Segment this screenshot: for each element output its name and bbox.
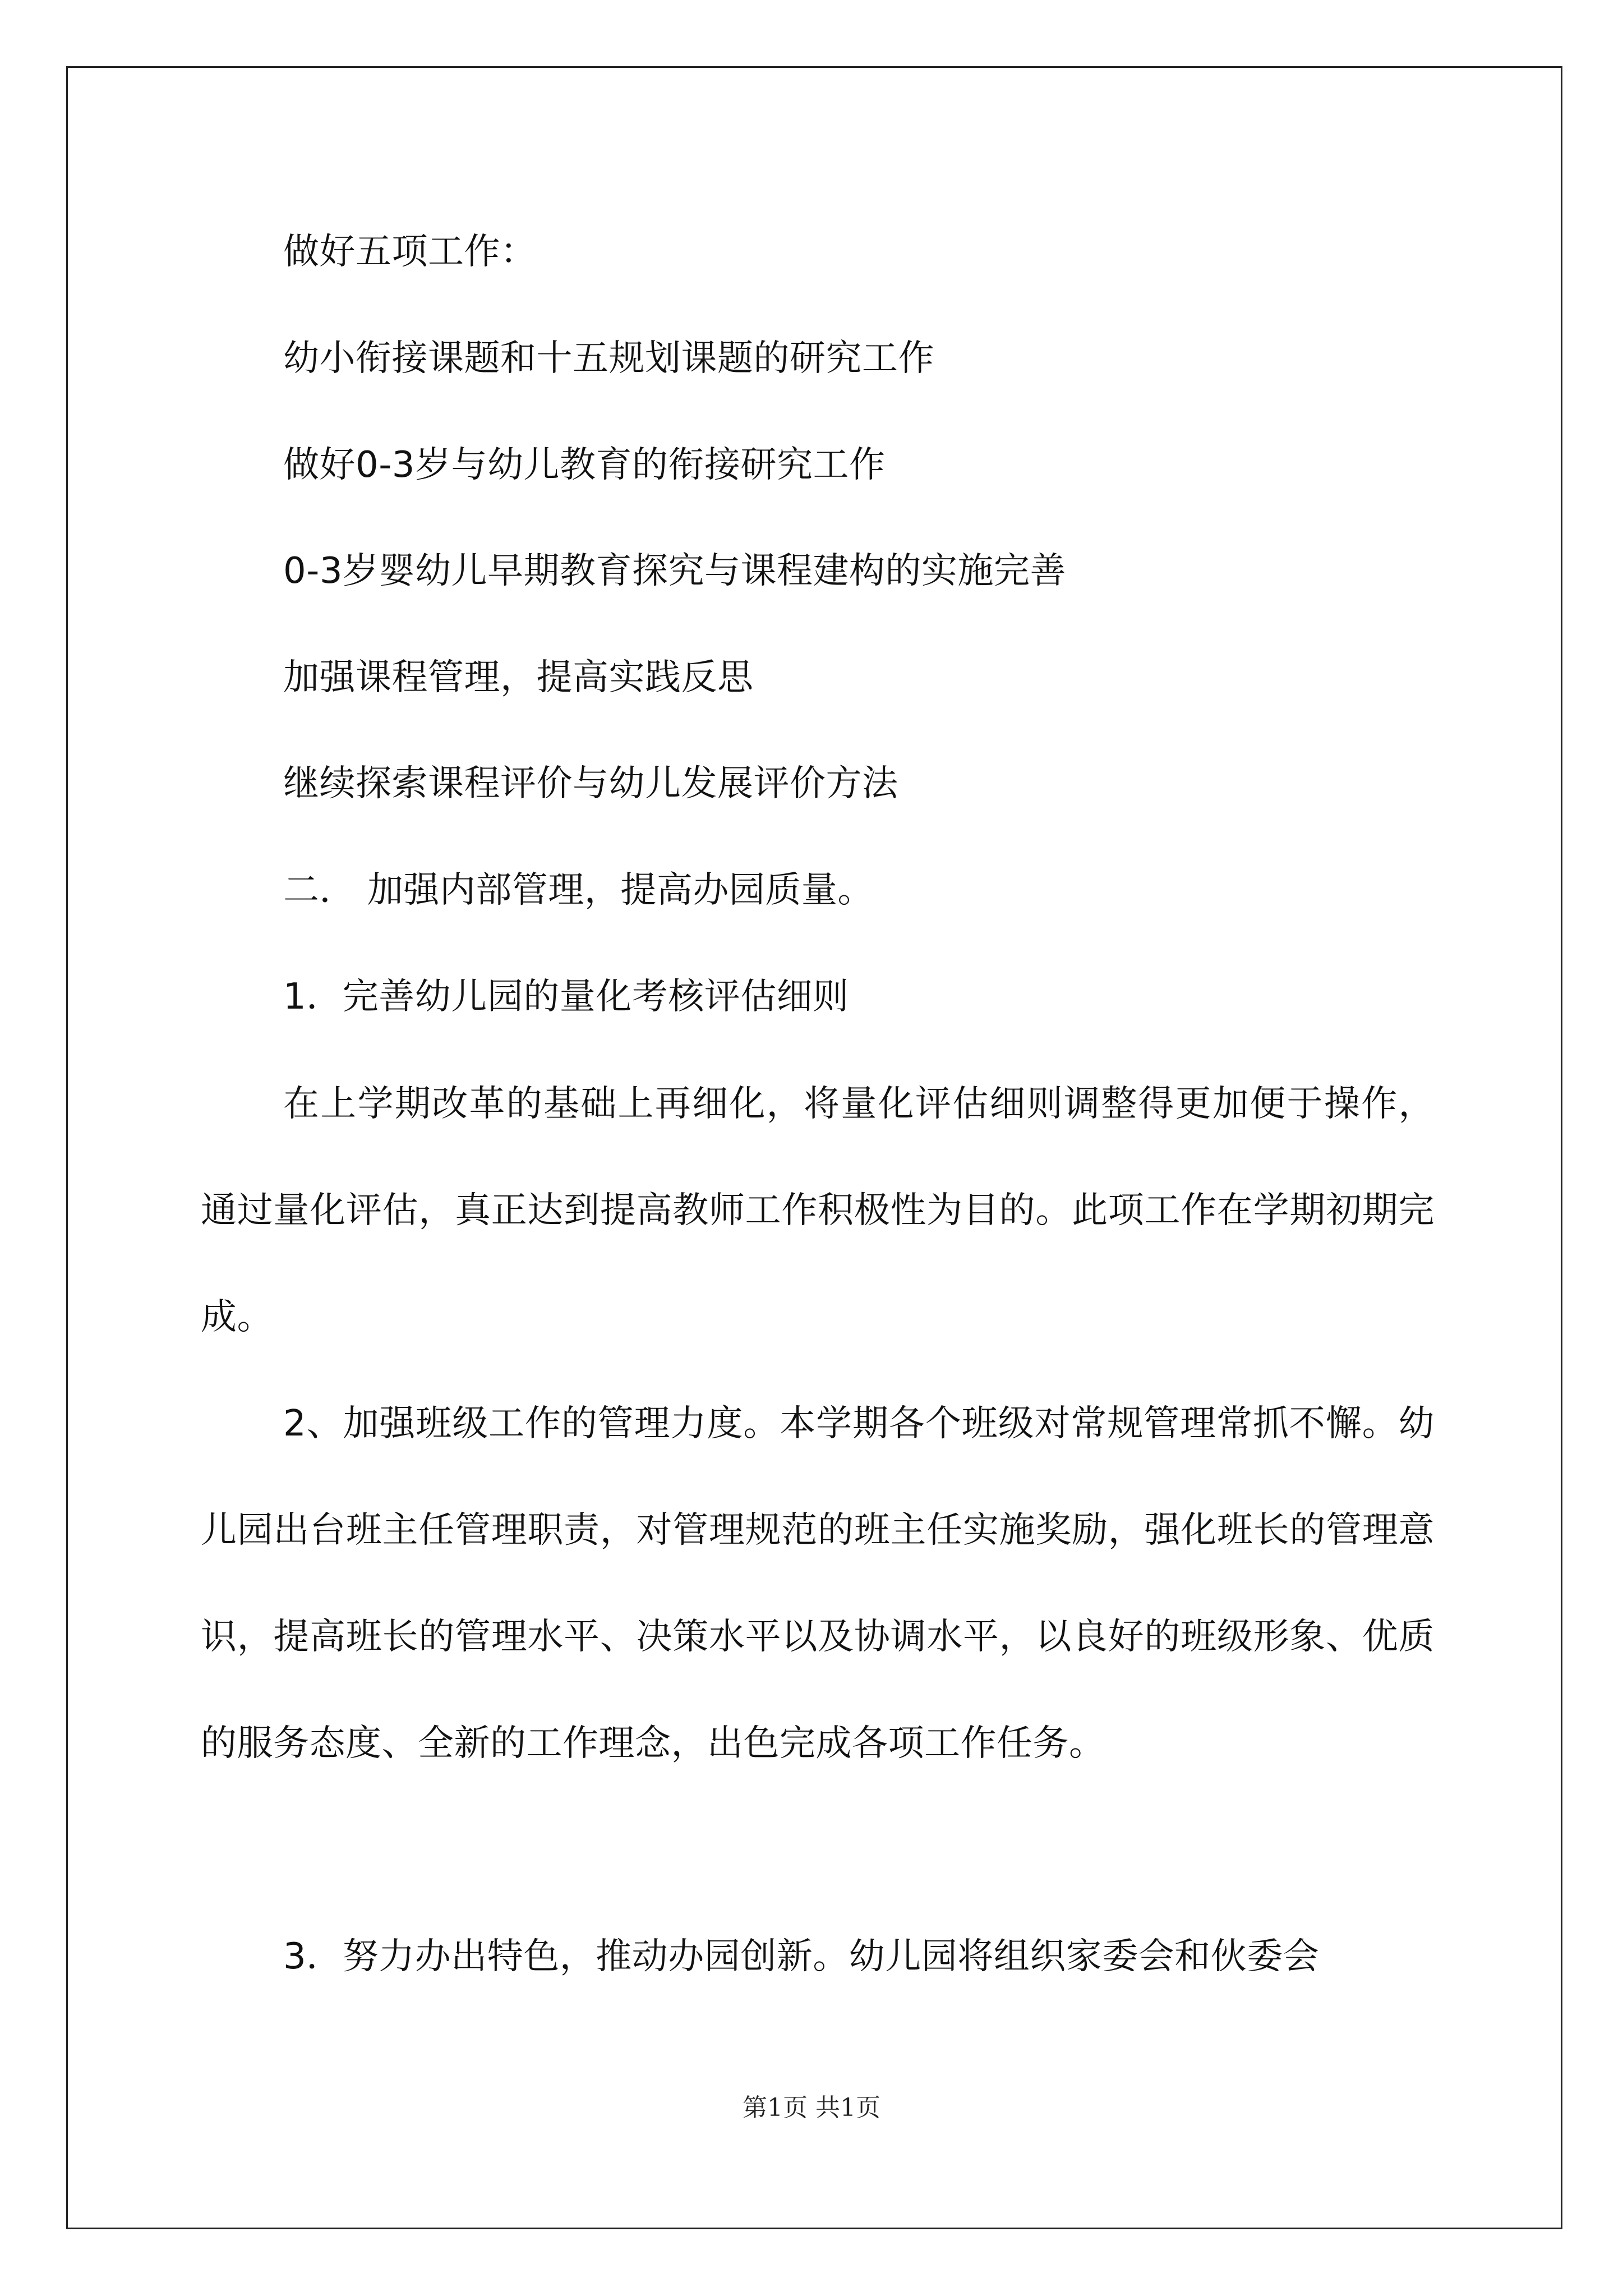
page-footer: 第1页 共1页 [743,2093,880,2122]
text-line-4: 0-3岁婴幼儿早期教育探究与课程建构的实施完善 [283,550,1067,592]
text-line-3: 做好0-3岁与幼儿教育的衔接研究工作 [283,444,886,486]
text-line-1: 做好五项工作： [283,231,537,273]
paragraph-1: 在上学期改革的基础上再细化，将量化评估细则调整得更加便于操作，通过量化评估，真正达到提高教师工作积极性为目的。此项工作在学期初期完成。 [201,1083,1435,1338]
paragraph-3: 3．努力办出特色，推动办园创新。幼儿园将组织家委会和伙委会 [283,1936,1320,1977]
section-heading: 二． 加强内部管理，提高办园质量。 [283,869,874,911]
subsection-heading: 1．完善幼儿园的量化考核评估细则 [283,976,849,1018]
text-line-5: 加强课程管理，提高实践反思 [283,657,754,698]
paragraph-2: 2、加强班级工作的管理力度。本学期各个班级对常规管理常抓不懈。幼儿园出台班主任管理职责，对管理规范的班主任实施奖励，强化班长的管理意识，提高班长的管理水平、决策水平以及协调水平，以良好的班级形象、优质的服务态度、全新的工作理念，出色完成各项工作任务。 [201,1403,1435,1764]
text-line-2: 幼小衔接课题和十五规划课题的研究工作 [283,338,934,379]
text-line-6: 继续探索课程评价与幼儿发展评价方法 [283,763,898,804]
